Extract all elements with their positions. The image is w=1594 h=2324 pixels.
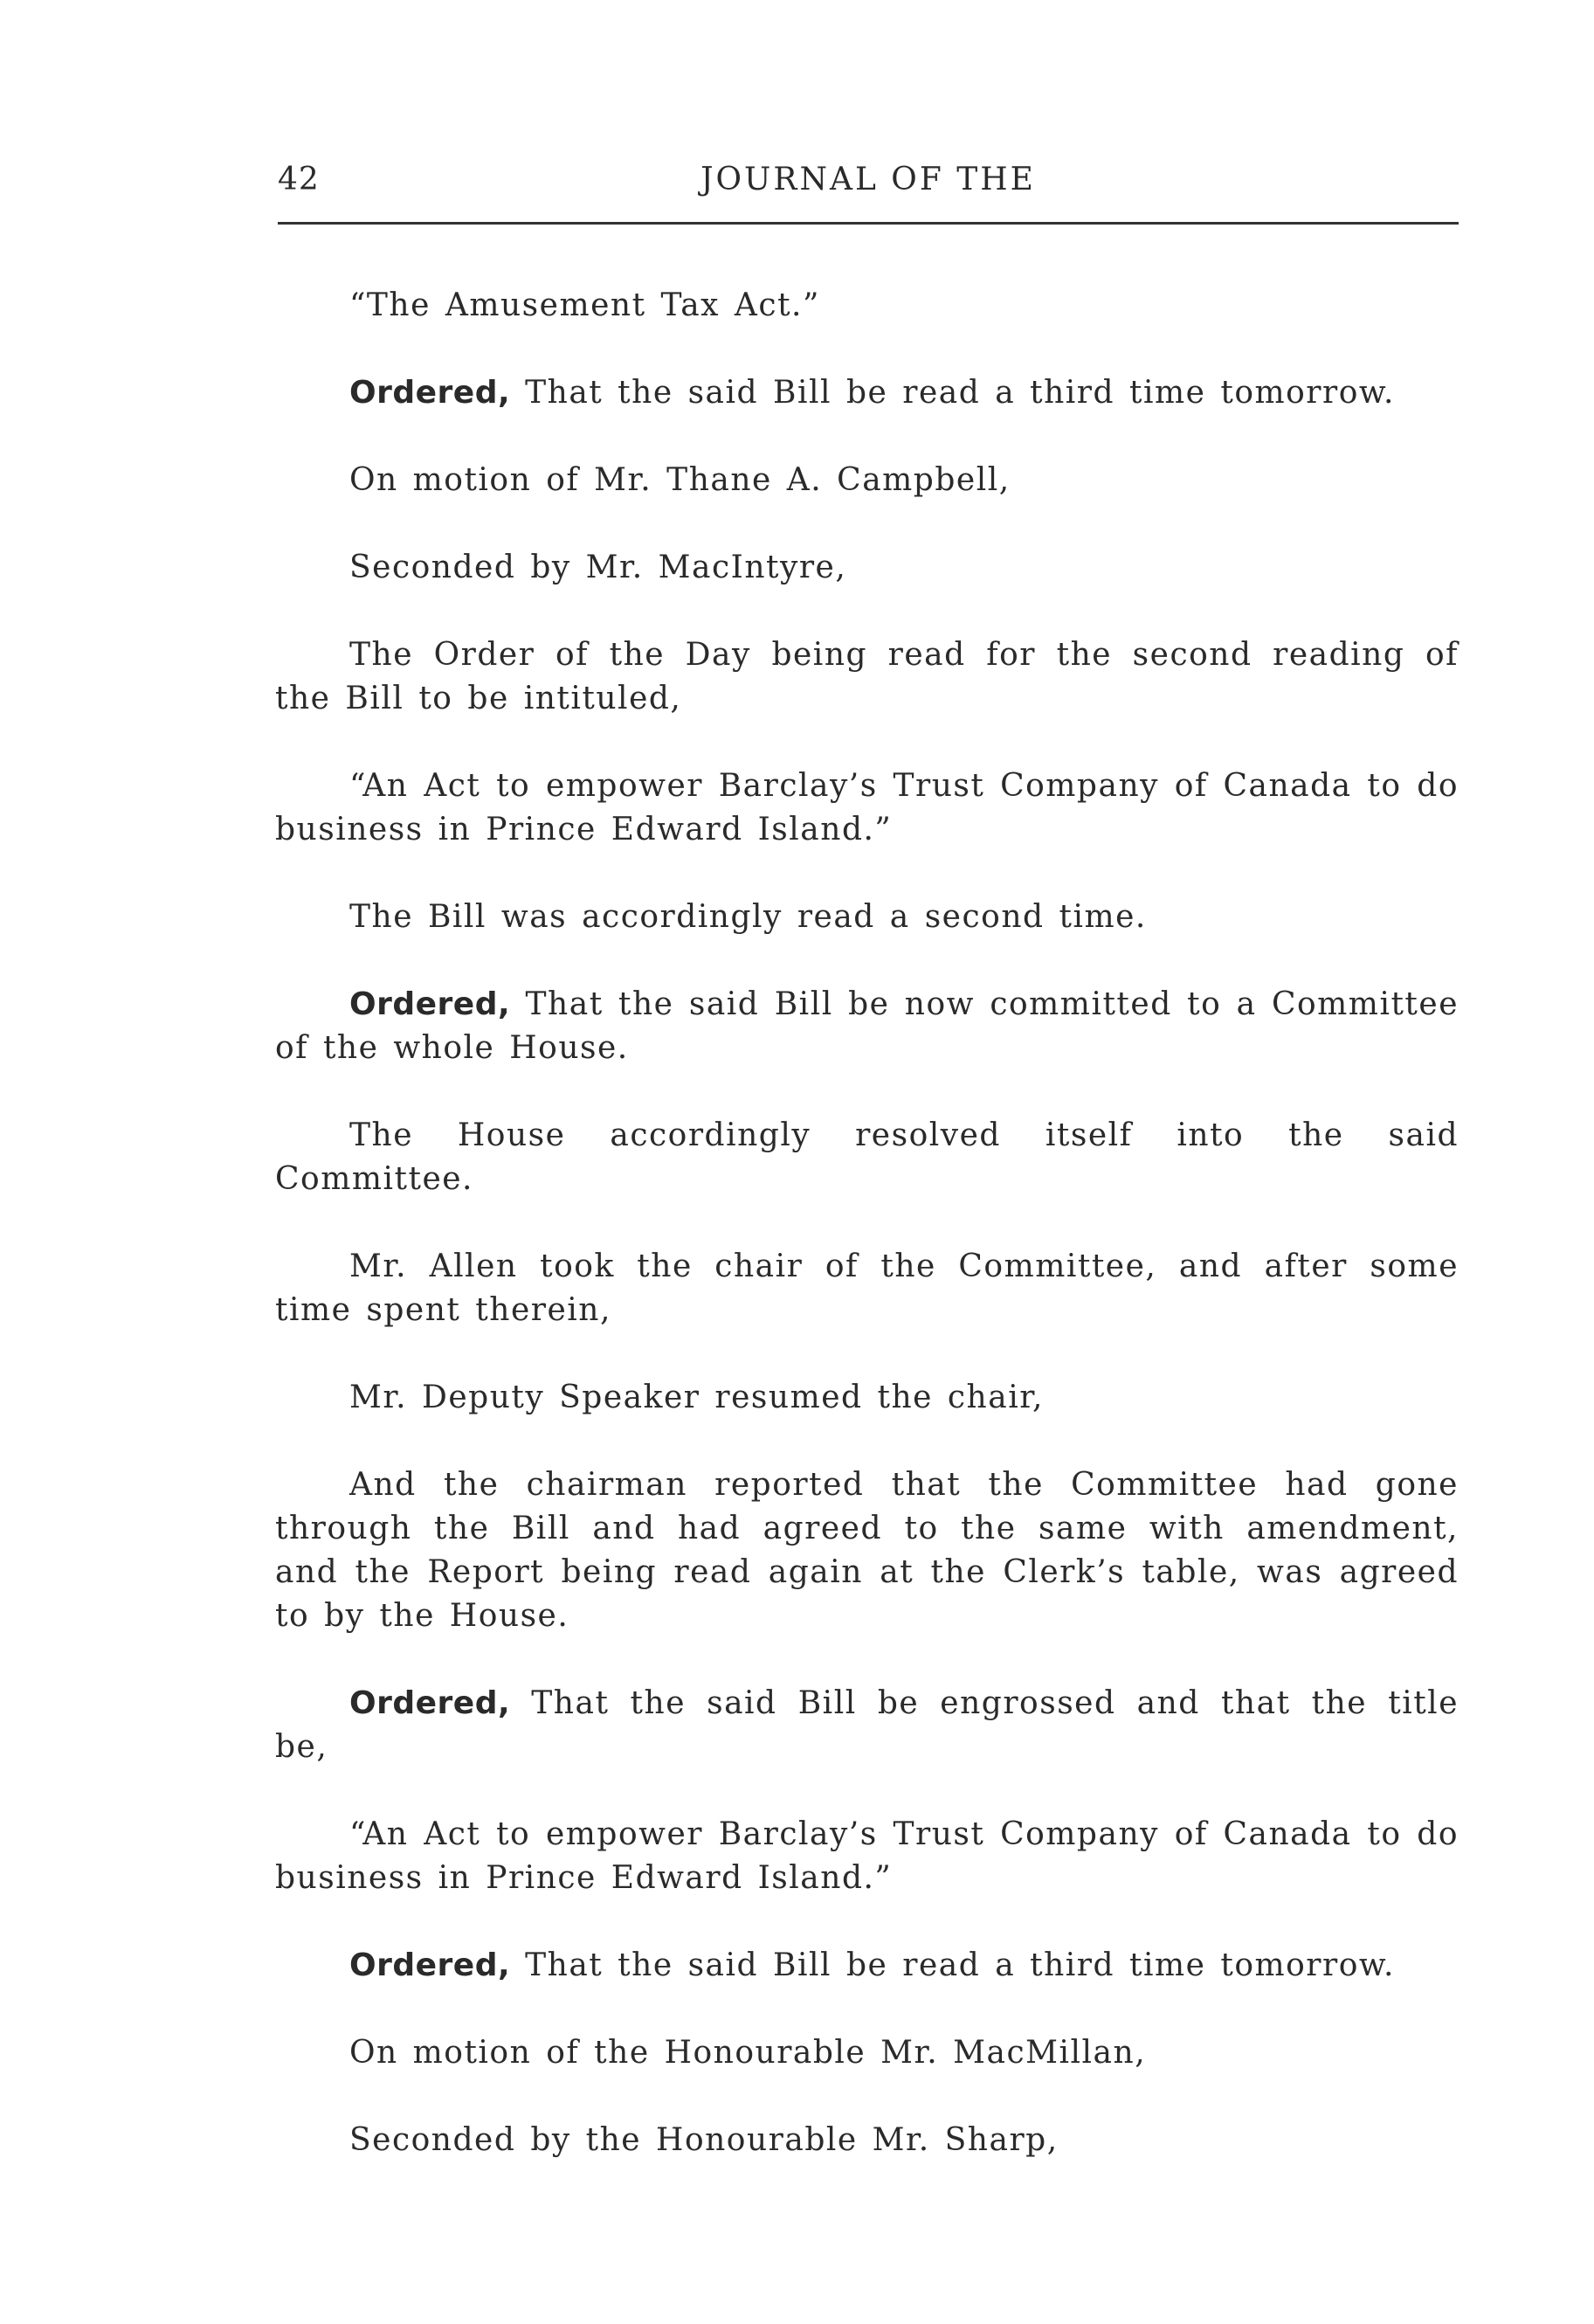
paragraph-text: That the said Bill be now committed to a Committee of the whole House. — [275, 986, 1459, 1066]
paragraph — [275, 546, 1459, 590]
paragraph-text: “An Act to empower Barclay’s Trust Company of Canada to do business in Prince Edward Island.” — [275, 768, 1459, 847]
paragraph-text: That the said Bill be read a third time tomorrow. — [510, 375, 1395, 411]
paragraph-text: The Order of the Day being read for the second reading of the Bill to be intituled, — [275, 637, 1459, 716]
paragraph-text: The House accordingly resolved itself into the said Committee. — [275, 1117, 1459, 1197]
paragraph — [275, 459, 1459, 502]
page-header — [278, 162, 1459, 214]
paragraph-text: “An Act to empower Barclay’s Trust Company of Canada to do business in Prince Edward Island.” — [275, 1816, 1459, 1896]
paragraph-text: Seconded by Mr. MacIntyre, — [349, 550, 847, 585]
paragraph-text: And the chairman reported that the Committee had gone through the Bill and had agreed to the same with amendment, and the Report being read again at the Clerk’s table, was agreed to by the House. — [275, 1467, 1459, 1634]
paragraph — [275, 1376, 1459, 1420]
paragraph-text: Mr. Deputy Speaker resumed the chair, — [349, 1380, 1044, 1415]
paragraph-lead: Ordered, — [349, 986, 511, 1022]
paragraph — [275, 1813, 1459, 1900]
paragraph — [275, 633, 1459, 721]
paragraph-lead: Ordered, — [349, 375, 511, 411]
paragraph — [275, 1463, 1459, 1638]
paragraph — [275, 2119, 1459, 2162]
paragraph — [275, 284, 1459, 328]
journal-body — [275, 284, 1459, 2206]
paragraph — [275, 1944, 1459, 1988]
paragraph — [275, 983, 1459, 1070]
paragraph — [275, 764, 1459, 852]
page-number: 42 — [278, 162, 320, 197]
paragraph — [275, 1114, 1459, 1201]
paragraph-text: That the said Bill be read a third time tomorrow. — [510, 1947, 1395, 1983]
paragraph-text: On motion of Mr. Thane A. Campbell, — [349, 462, 1011, 498]
paragraph-lead: Ordered, — [349, 1947, 511, 1983]
paragraph-text: Mr. Allen took the chair of the Committee, and after some time spent therein, — [275, 1248, 1459, 1328]
paragraph-text: The Bill was accordingly read a second time. — [349, 899, 1147, 935]
paragraph-text: Seconded by the Honourable Mr. Sharp, — [349, 2122, 1059, 2158]
paragraph-text: That the said Bill be engrossed and that the title be, — [275, 1685, 1459, 1765]
paragraph-lead: Ordered, — [349, 1685, 511, 1721]
paragraph — [275, 371, 1459, 415]
running-title: JOURNAL OF THE — [700, 162, 1036, 197]
paragraph — [275, 1682, 1459, 1769]
paragraph — [275, 1245, 1459, 1332]
paragraph — [275, 896, 1459, 939]
paragraph-text: “The Amusement Tax Act.” — [349, 287, 820, 323]
paragraph-text: On motion of the Honourable Mr. MacMillan, — [349, 2035, 1147, 2071]
paragraph — [275, 2031, 1459, 2075]
header-rule — [278, 222, 1459, 225]
